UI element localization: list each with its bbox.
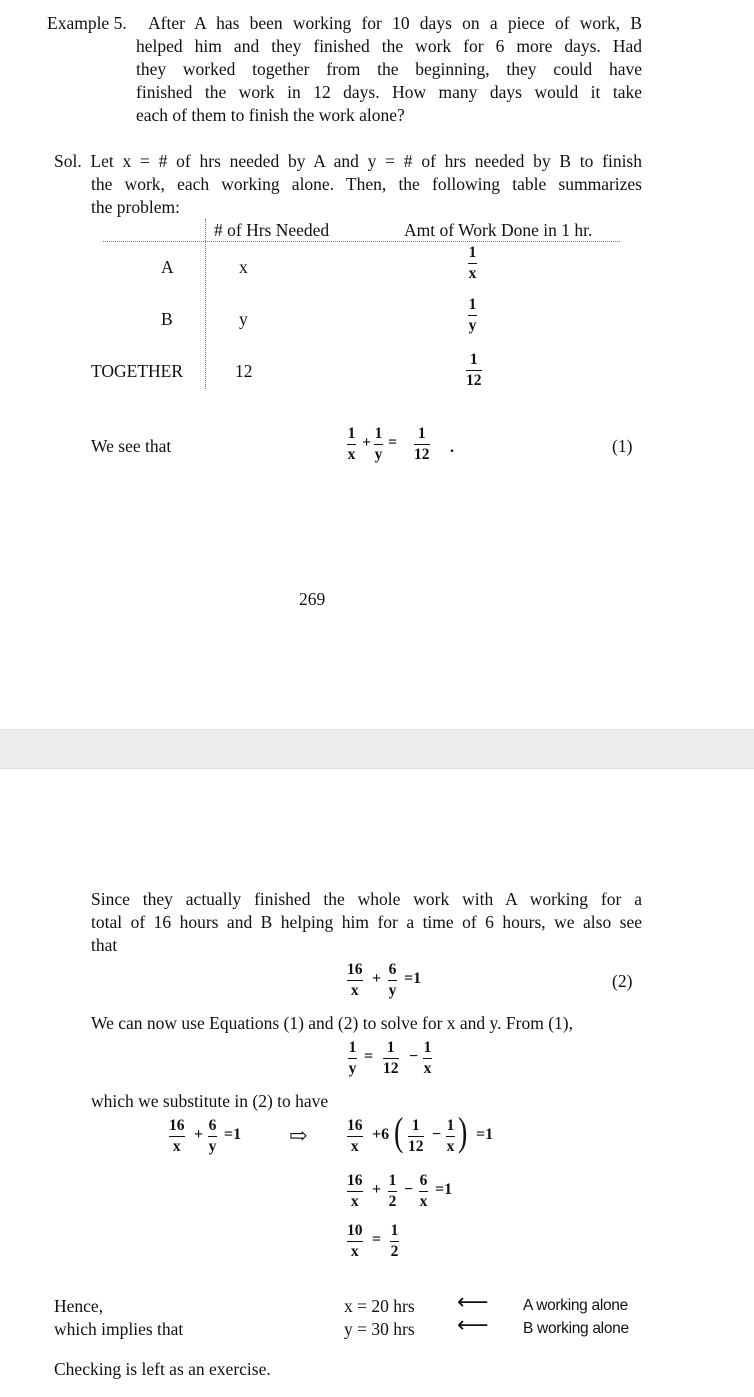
table-column-rule — [205, 219, 206, 389]
numerator: 1 — [347, 425, 356, 442]
example-label: Example 5. — [47, 13, 127, 33]
a-note: A working alone — [523, 1297, 628, 1314]
eq3-frac-l — [348, 1039, 357, 1077]
sol-line: the problem: — [91, 197, 180, 217]
eq3-equals: = — [364, 1048, 374, 1065]
eq3-frac-a — [383, 1039, 399, 1077]
s4-frac-a — [347, 1222, 363, 1260]
numerator: 1 — [423, 1039, 432, 1056]
eq2-plus: + — [372, 970, 382, 987]
row-hours: 12 — [235, 361, 253, 381]
eq2-rhs: =1 — [404, 970, 422, 987]
left-paren: ( — [393, 1109, 404, 1154]
table-header-rule — [103, 241, 620, 242]
denominator: x — [419, 1193, 428, 1210]
s3-frac-b — [388, 1172, 397, 1210]
left-arrow-icon: ⟵ — [457, 1290, 489, 1315]
since-line: total of 16 hours and B helping him for a time of 6 hours, we also see — [91, 912, 642, 932]
eq1-equals: = — [388, 434, 398, 451]
page-number: 269 — [299, 589, 326, 609]
b-note: B working alone — [523, 1320, 629, 1337]
s2-frac-b — [408, 1117, 424, 1155]
denominator: y — [468, 317, 477, 334]
numerator: 16 — [347, 961, 363, 978]
denominator: y — [348, 1060, 357, 1077]
row-label: TOGETHER — [91, 361, 184, 381]
denominator: x — [347, 446, 356, 463]
s2-plus: +6 — [372, 1126, 390, 1143]
denominator: x — [423, 1060, 432, 1077]
denominator: 12 — [414, 446, 430, 463]
header-work: Amt of Work Done in 1 hr. — [404, 220, 593, 240]
s3-frac-c — [419, 1172, 428, 1210]
numerator: 1 — [374, 425, 383, 442]
denominator: x — [350, 982, 359, 999]
s2-rhs: =1 — [476, 1126, 494, 1143]
we-see-text: We see that — [91, 436, 172, 456]
example-line: they worked together from the beginning, they could have — [136, 59, 642, 79]
row-work-fraction — [468, 244, 477, 282]
row-label: B — [161, 309, 173, 329]
denominator: y — [388, 982, 397, 999]
numerator: 6 — [388, 961, 397, 978]
denominator: 2 — [388, 1193, 397, 1210]
numerator: 16 — [347, 1117, 363, 1134]
row-work-fraction — [466, 351, 482, 389]
left-arrow-icon: ⟵ — [457, 1313, 489, 1338]
x-result: x = 20 hrs — [344, 1296, 415, 1316]
example-line: After A has been working for 10 days on a piece of work, B — [148, 13, 642, 33]
numerator: 6 — [419, 1172, 428, 1189]
numerator: 6 — [208, 1117, 217, 1134]
numerator: 1 — [386, 1039, 395, 1056]
s1-frac-a — [169, 1117, 185, 1155]
numerator: 1 — [468, 296, 477, 313]
eq1-frac-c — [414, 425, 430, 463]
row-label: A — [161, 257, 174, 277]
hence-text: Hence, — [54, 1296, 104, 1316]
denominator: 12 — [408, 1138, 424, 1155]
sol-line: the work, each working alone. Then, the following table summarizes — [91, 174, 642, 194]
s2-frac-c — [446, 1117, 455, 1155]
row-hours: y — [239, 309, 248, 329]
eq1-frac-a — [347, 425, 356, 463]
eq3-minus: − — [409, 1048, 419, 1065]
s2-minus: − — [432, 1126, 442, 1143]
denominator: 2 — [390, 1243, 399, 1260]
s1-rhs: =1 — [224, 1126, 242, 1143]
page-separator — [0, 729, 754, 769]
denominator: x — [350, 1243, 359, 1260]
eq2-frac-b — [388, 961, 397, 999]
header-hours: # of Hrs Needed — [214, 220, 330, 240]
numerator: 10 — [347, 1222, 363, 1239]
numerator: 1 — [446, 1117, 455, 1134]
sol-line: Sol. Let x = # of hrs needed by A and y = # of hrs needed by B to finish — [54, 151, 642, 171]
numerator: 1 — [469, 351, 478, 368]
since-line: Since they actually finished the whole work with A working for a — [91, 889, 642, 909]
s3-frac-a — [347, 1172, 363, 1210]
eq1-frac-b — [374, 425, 383, 463]
example-line: finished the work in 12 days. How many days would it take — [136, 82, 642, 102]
numerator: 1 — [417, 425, 426, 442]
denominator: 12 — [383, 1060, 399, 1077]
numerator: 1 — [388, 1172, 397, 1189]
s4-equals: = — [372, 1231, 382, 1248]
eq1-period: . — [450, 439, 454, 456]
right-paren: ) — [457, 1109, 468, 1154]
denominator: x — [468, 265, 477, 282]
row-hours: x — [239, 257, 248, 277]
numerator: 1 — [411, 1117, 420, 1134]
example-line: each of them to finish the work alone? — [136, 105, 405, 125]
s3-rhs: =1 — [435, 1181, 453, 1198]
eq3-frac-b — [423, 1039, 432, 1077]
eq1-label: (1) — [612, 436, 633, 456]
s3-plus: + — [372, 1181, 382, 1198]
numerator: 1 — [348, 1039, 357, 1056]
s4-frac-b — [390, 1222, 399, 1260]
eq1-plus: + — [362, 434, 372, 451]
numerator: 16 — [169, 1117, 185, 1134]
numerator: 1 — [468, 244, 477, 261]
substitute-line: which we substitute in (2) to have — [91, 1091, 329, 1111]
denominator: x — [350, 1138, 359, 1155]
s3-minus: − — [404, 1181, 414, 1198]
denominator: y — [208, 1138, 217, 1155]
eq2-frac-a — [347, 961, 363, 999]
use-line: We can now use Equations (1) and (2) to solve for x and y. From (1), — [91, 1013, 573, 1033]
s1-plus: + — [194, 1126, 204, 1143]
denominator: x — [446, 1138, 455, 1155]
since-line: that — [91, 935, 118, 955]
denominator: y — [374, 446, 383, 463]
numerator: 16 — [347, 1172, 363, 1189]
s2-frac-a — [347, 1117, 363, 1155]
y-result: y = 30 hrs — [344, 1319, 415, 1339]
denominator: x — [172, 1138, 181, 1155]
row-work-fraction — [468, 296, 477, 334]
numerator: 1 — [390, 1222, 399, 1239]
implies-arrow-icon: ⇨ — [289, 1123, 308, 1148]
implies-text: which implies that — [54, 1319, 184, 1339]
s1-frac-b — [208, 1117, 217, 1155]
denominator: 12 — [466, 372, 482, 389]
checking-text: Checking is left as an exercise. — [54, 1359, 271, 1379]
eq2-label: (2) — [612, 971, 633, 991]
denominator: x — [350, 1193, 359, 1210]
example-line: helped him and they finished the work for 6 more days. Had — [136, 36, 642, 56]
